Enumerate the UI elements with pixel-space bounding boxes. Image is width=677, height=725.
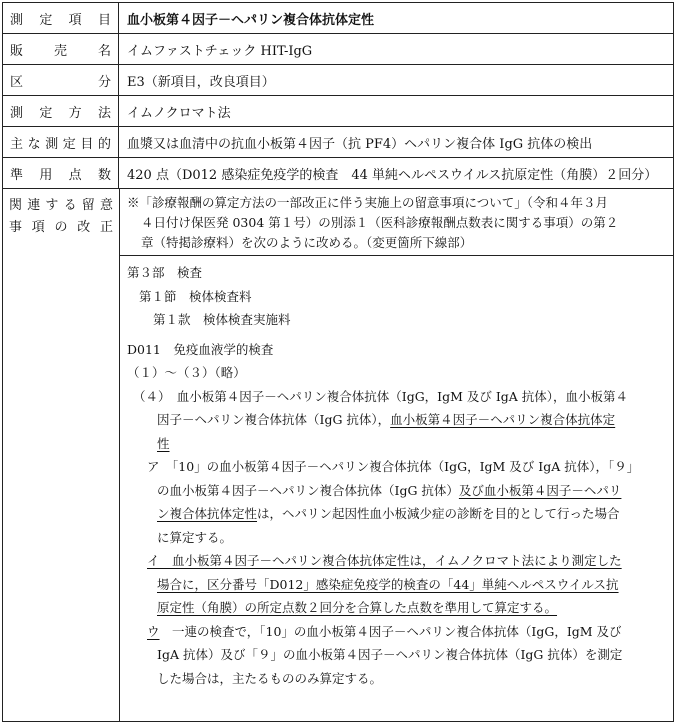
para-4-line1: （４） 血小板第４因子－ヘパリン複合体抗体（IgG，IgM 及び IgA 抗体），血小板第４ bbox=[133, 388, 629, 404]
value-category: E3（新項目，改良項目） bbox=[127, 74, 275, 90]
para-a-line3: ン複合体抗体定性は，ヘパリン起因性血小板減少症の診断を目的として行った場合 bbox=[157, 506, 620, 521]
subsection-heading: 第１款 検体検査実施料 bbox=[153, 312, 291, 327]
label-product-name: 販 売 名 bbox=[3, 34, 119, 64]
para-a-line2: の血小板第４因子－ヘパリン複合体抗体（IgG 抗体）及び血小板第４因子－ヘパリ bbox=[157, 482, 622, 498]
row-measurement-item bbox=[3, 3, 673, 34]
value-method: イムノクロマト法 bbox=[127, 105, 231, 121]
para-i-line3 bbox=[127, 596, 669, 620]
underlined-change: 場合に，区分番号「D012」感染症免疫学的検査の「44」単純ヘルペスウイルス抗 bbox=[157, 576, 619, 592]
underlined-change: 性 bbox=[157, 435, 170, 451]
row-method bbox=[3, 96, 673, 127]
section-heading: 第１節 検体検査料 bbox=[139, 288, 252, 304]
para-4-line2: 因子－ヘパリン複合体抗体（IgG 抗体），血小板第４因子－ヘパリン複合体抗体定 bbox=[157, 412, 616, 427]
para-a-line1: ア 「10」の血小板第４因子－ヘパリン複合体抗体（IgG，IgM 及び IgA 抗体），「９」 bbox=[147, 459, 640, 474]
underlined-change: イ 血小板第４因子－ヘパリン複合体抗体定性は，イムノクロマト法により測定した bbox=[147, 553, 622, 568]
row-applied-points bbox=[3, 158, 673, 189]
label-measurement-item: 測 定 項 目 bbox=[3, 3, 119, 33]
item-heading: D011 免疫血液学的検査 bbox=[127, 341, 274, 357]
row-product-name bbox=[3, 34, 673, 65]
row-category bbox=[3, 65, 673, 96]
para-i-line2 bbox=[127, 573, 669, 597]
revision-note: ※「診療報酬の算定方法の一部改正に伴う実施上の留意事項について」（令和４年３月 ４日付け保医発 0304 第１号）の別添１（医科診療報酬点数表に関する事項）の第２ 章（特掲診療料）を次のように改める。（変更箇所下線部） bbox=[127, 195, 619, 250]
row-purpose bbox=[3, 127, 673, 158]
para-i-line1 bbox=[127, 549, 669, 573]
revision-column-divider bbox=[119, 189, 120, 721]
underlined-change: 血小板第４因子－ヘパリン複合体抗体定 bbox=[390, 412, 616, 427]
value-product-name: イムファストチェック HIT-IgG bbox=[127, 43, 313, 59]
label-related-notes: 関 連 す る 留 意 事 項 の 改 正 bbox=[9, 198, 113, 235]
para-u-line2: IgA 抗体）及び「９」の血小板第４因子－ヘパリン複合体抗体（IgG 抗体）を測定 bbox=[157, 647, 623, 662]
para-u-line3: した場合は，主たるもののみ算定する。 bbox=[157, 670, 383, 686]
underlined-change: ウ 一連の検査で，「10」の血小板第４因子－ヘパリン複合体抗体（IgG，IgM 及び bbox=[147, 623, 622, 639]
para-u-line1 bbox=[127, 620, 669, 644]
value-applied-points: 420 点（D012 感染症免疫学的検査 44 単純ヘルペスウイルス抗原定性（角膜）２回分） bbox=[127, 167, 658, 183]
part-heading: 第３部 検査 bbox=[127, 265, 203, 280]
value-purpose: 血漿又は血清中の抗血小板第４因子（抗 PF4）ヘパリン複合体 IgG 抗体の検出 bbox=[127, 136, 593, 152]
omitted-items: （１）～（３）（略） bbox=[127, 365, 246, 380]
label-category: 区 分 bbox=[3, 65, 119, 95]
underlined-change: 原定性（角膜）の所定点数２回分を合算した点数を準用して算定する。 bbox=[157, 600, 558, 615]
revision-inner-divider bbox=[119, 255, 673, 256]
label-applied-points: 準 用 点 数 bbox=[3, 158, 119, 188]
para-a-line4: に算定する。 bbox=[157, 529, 233, 545]
underlined-change: ン複合体抗体定性 bbox=[157, 506, 258, 521]
underlined-change: 及び血小板第４因子－ヘパリ bbox=[458, 482, 622, 498]
value-measurement-item: 血小板第４因子－ヘパリン複合体抗体定性 bbox=[127, 12, 375, 28]
label-method: 測 定 方 法 bbox=[3, 96, 119, 126]
revision-body bbox=[127, 261, 669, 690]
spec-table bbox=[2, 2, 674, 722]
para-4-line3 bbox=[127, 432, 669, 456]
label-purpose: 主 な 測 定 目 的 bbox=[3, 127, 119, 157]
